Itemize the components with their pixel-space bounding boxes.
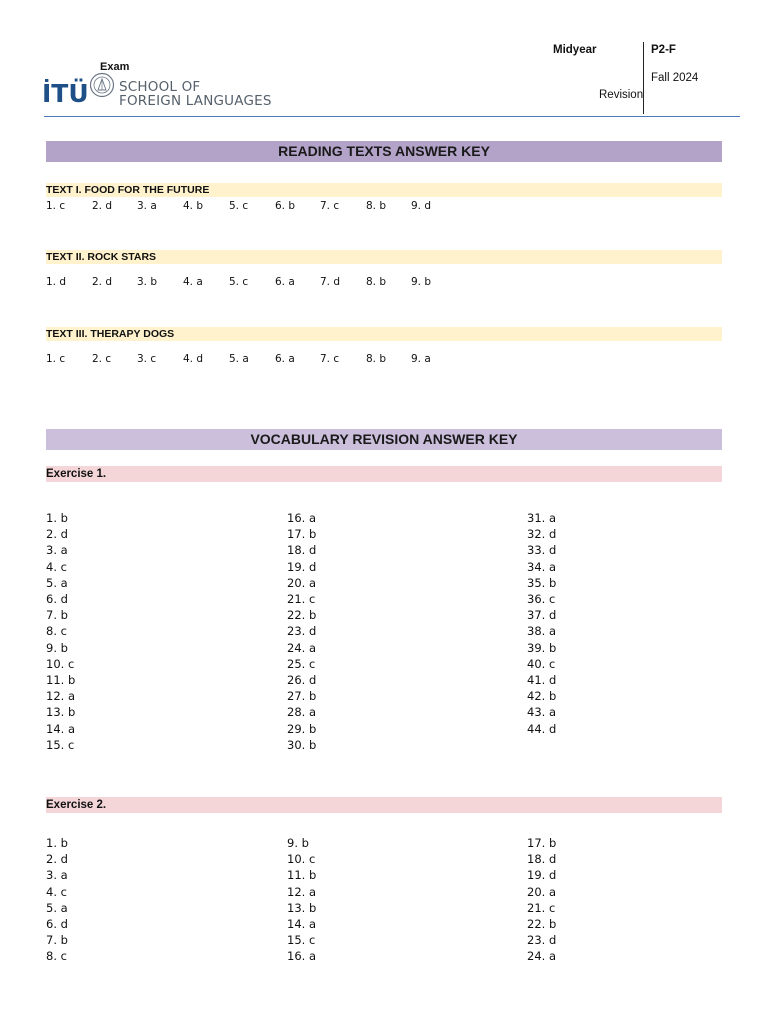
answer-item: 16. a	[287, 949, 316, 964]
answer-item: 18. d	[527, 852, 557, 867]
exercise-1-column-3	[527, 510, 556, 737]
answer-item: 39. b	[527, 640, 557, 655]
answer-item: 10. c	[287, 852, 316, 867]
header-divider	[643, 42, 644, 114]
answer-item: 3. c	[137, 353, 157, 365]
answer-item: 9. a	[411, 353, 431, 365]
exercise-1-column-1	[46, 510, 75, 753]
reading-section-title: READING TEXTS ANSWER KEY	[46, 141, 722, 162]
answer-item: 11. b	[46, 673, 76, 688]
exercise-1-column-2	[287, 510, 316, 753]
answer-item: 4. c	[46, 884, 67, 899]
itu-logo: İTÜ	[42, 79, 89, 108]
answer-item: 7. c	[320, 353, 340, 365]
answer-item: 43. a	[527, 705, 556, 720]
course-code: P2-F	[651, 44, 676, 56]
answer-item: 10. c	[46, 656, 75, 671]
answer-item: 9. b	[287, 836, 309, 850]
answer-item: 2. c	[92, 353, 112, 365]
answer-item: 4. c	[46, 559, 67, 574]
answer-item: 6. d	[46, 592, 68, 607]
answer-item: 22. b	[287, 608, 317, 623]
midyear-label: Midyear	[553, 44, 597, 56]
exam-label: Exam	[100, 61, 130, 73]
answer-item: 7. c	[320, 200, 340, 212]
answer-item: 14. a	[287, 917, 316, 932]
answer-item: 19. d	[527, 868, 557, 883]
school-emblem-icon	[89, 70, 115, 100]
answer-item: 41. d	[527, 673, 557, 688]
answer-item: 2. d	[46, 527, 68, 542]
answer-item: 34. a	[527, 559, 556, 574]
answer-item: 1. b	[46, 511, 68, 525]
answer-item: 25. c	[287, 656, 316, 671]
text-3-heading: TEXT III. THERAPY DOGS	[46, 327, 722, 341]
answer-item: 7. b	[46, 608, 68, 623]
answer-item: 6. d	[46, 917, 68, 932]
text-2-heading: TEXT II. ROCK STARS	[46, 250, 722, 264]
exercise-2-heading: Exercise 2.	[46, 797, 722, 813]
answer-item: 2. d	[92, 276, 113, 288]
answer-item: 14. a	[46, 721, 75, 736]
answer-item: 35. b	[527, 575, 557, 590]
exercise-1-heading: Exercise 1.	[46, 466, 722, 482]
answer-item: 4. b	[183, 200, 204, 212]
answer-item: 3. a	[46, 868, 68, 883]
answer-item: 5. a	[46, 900, 68, 915]
answer-item: 3. a	[137, 200, 157, 212]
answer-item: 8. b	[366, 276, 387, 288]
answer-item: 11. b	[287, 868, 317, 883]
answer-item: 5. a	[229, 353, 249, 365]
answer-item: 7. d	[320, 276, 341, 288]
answer-item: 8. c	[46, 949, 67, 964]
answer-item: 3. a	[46, 543, 68, 558]
header-rule	[44, 116, 740, 117]
answer-item: 1. d	[46, 276, 67, 288]
answer-item: 8. c	[46, 624, 67, 639]
answer-item: 7. b	[46, 933, 68, 948]
answer-item: 2. d	[92, 200, 113, 212]
answer-item: 24. a	[527, 949, 556, 964]
answer-item: 24. a	[287, 640, 316, 655]
answer-item: 4. a	[183, 276, 203, 288]
answer-item: 40. c	[527, 656, 556, 671]
answer-item: 29. b	[287, 721, 317, 736]
answer-item: 12. a	[287, 884, 316, 899]
answer-item: 9. b	[411, 276, 432, 288]
answer-item: 1. c	[46, 200, 66, 212]
school-logo-text	[119, 80, 272, 108]
answer-item: 21. c	[527, 900, 556, 915]
answer-item: 37. d	[527, 608, 557, 623]
revision-label: Revision	[599, 89, 644, 101]
answer-item: 19. d	[287, 559, 317, 574]
exercise-2-column-3	[527, 835, 556, 965]
answer-item: 30. b	[287, 737, 317, 752]
answer-item: 5. c	[229, 200, 249, 212]
term-label: Fall 2024	[651, 72, 699, 84]
answer-item: 16. a	[287, 511, 316, 525]
answer-item: 1. c	[46, 353, 66, 365]
answer-item: 6. a	[275, 276, 295, 288]
answer-item: 32. d	[527, 527, 557, 542]
answer-item: 4. d	[183, 353, 204, 365]
answer-item: 17. b	[527, 836, 557, 850]
answer-item: 42. b	[527, 689, 557, 704]
answer-item: 33. d	[527, 543, 557, 558]
answer-item: 20. a	[287, 575, 316, 590]
answer-item: 22. b	[527, 917, 557, 932]
answer-item: 6. b	[275, 200, 296, 212]
answer-item: 5. c	[229, 276, 249, 288]
answer-item: 15. c	[287, 933, 316, 948]
answer-item: 23. d	[527, 933, 557, 948]
answer-item: 8. b	[366, 200, 387, 212]
answer-item: 18. d	[287, 543, 317, 558]
answer-item: 2. d	[46, 852, 68, 867]
vocabulary-section-title: VOCABULARY REVISION ANSWER KEY	[46, 429, 722, 450]
answer-item: 9. b	[46, 640, 68, 655]
answer-item: 8. b	[366, 353, 387, 365]
answer-item: 21. c	[287, 592, 316, 607]
answer-item: 23. d	[287, 624, 317, 639]
answer-item: 6. a	[275, 353, 295, 365]
answer-item: 38. a	[527, 624, 556, 639]
answer-item: 31. a	[527, 511, 556, 525]
logo-line-2: FOREIGN LANGUAGES	[119, 93, 272, 109]
text-1-heading: TEXT I. FOOD FOR THE FUTURE	[46, 183, 722, 197]
answer-item: 27. b	[287, 689, 317, 704]
answer-item: 1. b	[46, 836, 68, 850]
answer-item: 28. a	[287, 705, 316, 720]
answer-item: 12. a	[46, 689, 75, 704]
answer-item: 3. b	[137, 276, 158, 288]
answer-item: 15. c	[46, 737, 75, 752]
exercise-2-column-1	[46, 835, 68, 965]
answer-item: 26. d	[287, 673, 317, 688]
answer-item: 20. a	[527, 884, 556, 899]
answer-item: 17. b	[287, 527, 317, 542]
answer-item: 36. c	[527, 592, 556, 607]
exercise-2-column-2	[287, 835, 316, 965]
logo-line-1: SCHOOL OF	[119, 79, 201, 95]
answer-item: 44. d	[527, 721, 557, 736]
answer-item: 13. b	[46, 705, 76, 720]
answer-item: 13. b	[287, 900, 317, 915]
answer-item: 9. d	[411, 200, 432, 212]
answer-item: 5. a	[46, 575, 68, 590]
